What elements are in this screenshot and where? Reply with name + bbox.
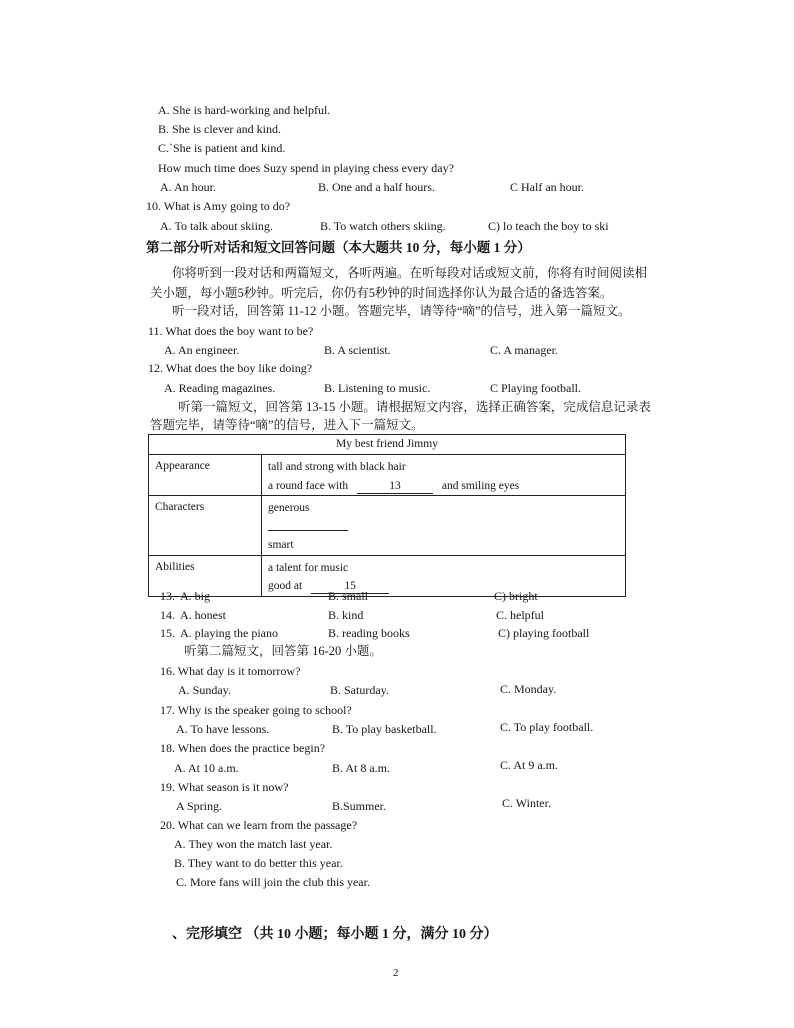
q9-option-c: C Half an hour. [510, 180, 584, 194]
blank-15: 15 [311, 580, 389, 594]
q20-option-b: B. They want to do better this year. [174, 856, 343, 870]
q18-option-b: B. At 8 a.m. [332, 761, 391, 775]
abilities-line-2 [268, 577, 625, 596]
passage2-instruction: 听第二篇短文，回答第 16-20 小题。 [184, 644, 382, 658]
abilities-line-2-pre: good at [268, 580, 303, 592]
q18-option-c: C. At 9 a.m. [500, 758, 559, 772]
section2-heading: 第二部分听对话和短文回答问题（本大题共 10 分，每小题 1 分） [146, 240, 531, 255]
section2-instruction-3: 听一段对话，回答第 11-12 小题。答题完毕，请等待“嘀”的信号，进入第一篇短文。 [172, 304, 631, 318]
section2-instruction-1: 你将听到一段对话和两篇短文，各听两遍。在听每段对话或短文前，你将有时间阅读相 [172, 266, 648, 280]
q18-option-a: A. At 10 a.m. [174, 761, 239, 775]
q14-option-b: B. kind [328, 608, 364, 622]
q11-option-c: C. A manager. [490, 343, 558, 357]
q11-option-a: A. An engineer. [164, 343, 240, 357]
q17-option-a: A. To have lessons. [176, 722, 270, 736]
blank-14 [268, 518, 348, 531]
q14-number: 14. [160, 608, 175, 622]
appearance-line-2-post: and smiling eyes [441, 479, 520, 492]
q12-question: 12. What does the boy like doing? [148, 361, 313, 375]
q14-option-c: C. helpful [496, 608, 544, 622]
q16-option-b: B. Saturday. [330, 683, 389, 697]
q12-option-a: A. Reading magazines. [164, 381, 276, 395]
section2-instruction-2: 关小题，每小题5秒钟。听完后，你仍有5秒钟的时间选择你认为最合适的备选答案。 [150, 286, 613, 300]
q19-option-a: A Spring. [176, 799, 223, 813]
q15-number: 15. [160, 626, 175, 640]
q8-option-c: C.`She is patient and kind. [158, 141, 286, 155]
q10-question: 10. What is Amy going to do? [146, 199, 291, 213]
characters-line-2 [268, 518, 625, 537]
q15-option-b: B. reading books [328, 626, 410, 640]
q16-question: 16. What day is it tomorrow? [160, 664, 301, 678]
section3-heading: 、完形填空 （共 10 小题；每小题 1 分，满分 10 分） [172, 927, 498, 942]
q14-option-a: A. honest [180, 608, 226, 622]
q17-option-c: C. To play football. [500, 720, 594, 734]
q19-option-b: B.Summer. [332, 799, 387, 813]
q13-number: 13. [160, 589, 175, 603]
q10-option-a: A. To talk about skiing. [160, 219, 273, 233]
q15-option-a: A. playing the piano [180, 626, 278, 640]
q12-option-c: C Playing football. [490, 381, 581, 395]
characters-line-1: generous [268, 502, 310, 514]
appearance-label: Appearance [149, 455, 262, 496]
q8-option-b: B. She is clever and kind. [158, 122, 281, 136]
page-number: 2 [393, 967, 399, 979]
q13-option-b: B. small [328, 589, 369, 603]
q15-option-c: C) playing football [498, 626, 590, 640]
q9-option-a: A. An hour. [160, 180, 217, 194]
info-record-table [148, 434, 626, 597]
abilities-values [262, 555, 626, 596]
passage1-instruction-2: 答题完毕，请等待“嘀”的信号，进入下一篇短文。 [150, 418, 424, 432]
appearance-values [262, 455, 626, 496]
abilities-label: Abilities [149, 555, 262, 596]
abilities-line-1: a talent for music [268, 561, 349, 574]
q20-option-a: A. They won the match last year. [174, 837, 333, 851]
q17-option-b: B. To play basketball. [332, 722, 437, 736]
q18-question: 18. When does the practice begin? [160, 741, 326, 755]
characters-line-3: smart [268, 539, 294, 551]
q13-option-c: C) bright [494, 589, 538, 603]
q9-option-b: B. One and a half hours. [318, 180, 435, 194]
q13-option-a: A. big [180, 589, 210, 603]
q9-question: How much time does Suzy spend in playing chess every day? [158, 161, 454, 175]
q11-question: 11. What does the boy want to be? [148, 324, 314, 338]
q11-option-b: B. A scientist. [324, 343, 391, 357]
q19-option-c: C. Winter. [502, 796, 551, 810]
q17-question: 17. Why is the speaker going to school? [160, 703, 352, 717]
q10-option-b: B. To watch others skiing. [320, 219, 446, 233]
characters-label: Characters [149, 496, 262, 556]
q12-option-b: B. Listening to music. [324, 381, 431, 395]
passage1-instruction-1: 听第一篇短文，回答第 13-15 小题。请根据短文内容，选择正确答案，完成信息记录表 [178, 400, 651, 414]
q19-question: 19. What season is it now? [160, 780, 289, 794]
appearance-line-2 [268, 477, 625, 496]
table-title: My best friend Jimmy [149, 435, 626, 455]
q20-option-c: C. More fans will join the club this year. [176, 875, 370, 889]
characters-values [262, 496, 626, 556]
q20-question: 20. What can we learn from the passage? [160, 818, 358, 832]
blank-13: 13 [357, 480, 433, 494]
appearance-line-1: tall and strong with black hair [268, 461, 406, 473]
q16-option-c: C. Monday. [500, 682, 557, 696]
appearance-line-2-pre: a round face with [268, 479, 349, 492]
q8-option-a: A. She is hard-working and helpful. [158, 103, 331, 117]
q16-option-a: A. Sunday. [178, 683, 231, 697]
q10-option-c: C) lo teach the boy to ski [488, 219, 609, 233]
